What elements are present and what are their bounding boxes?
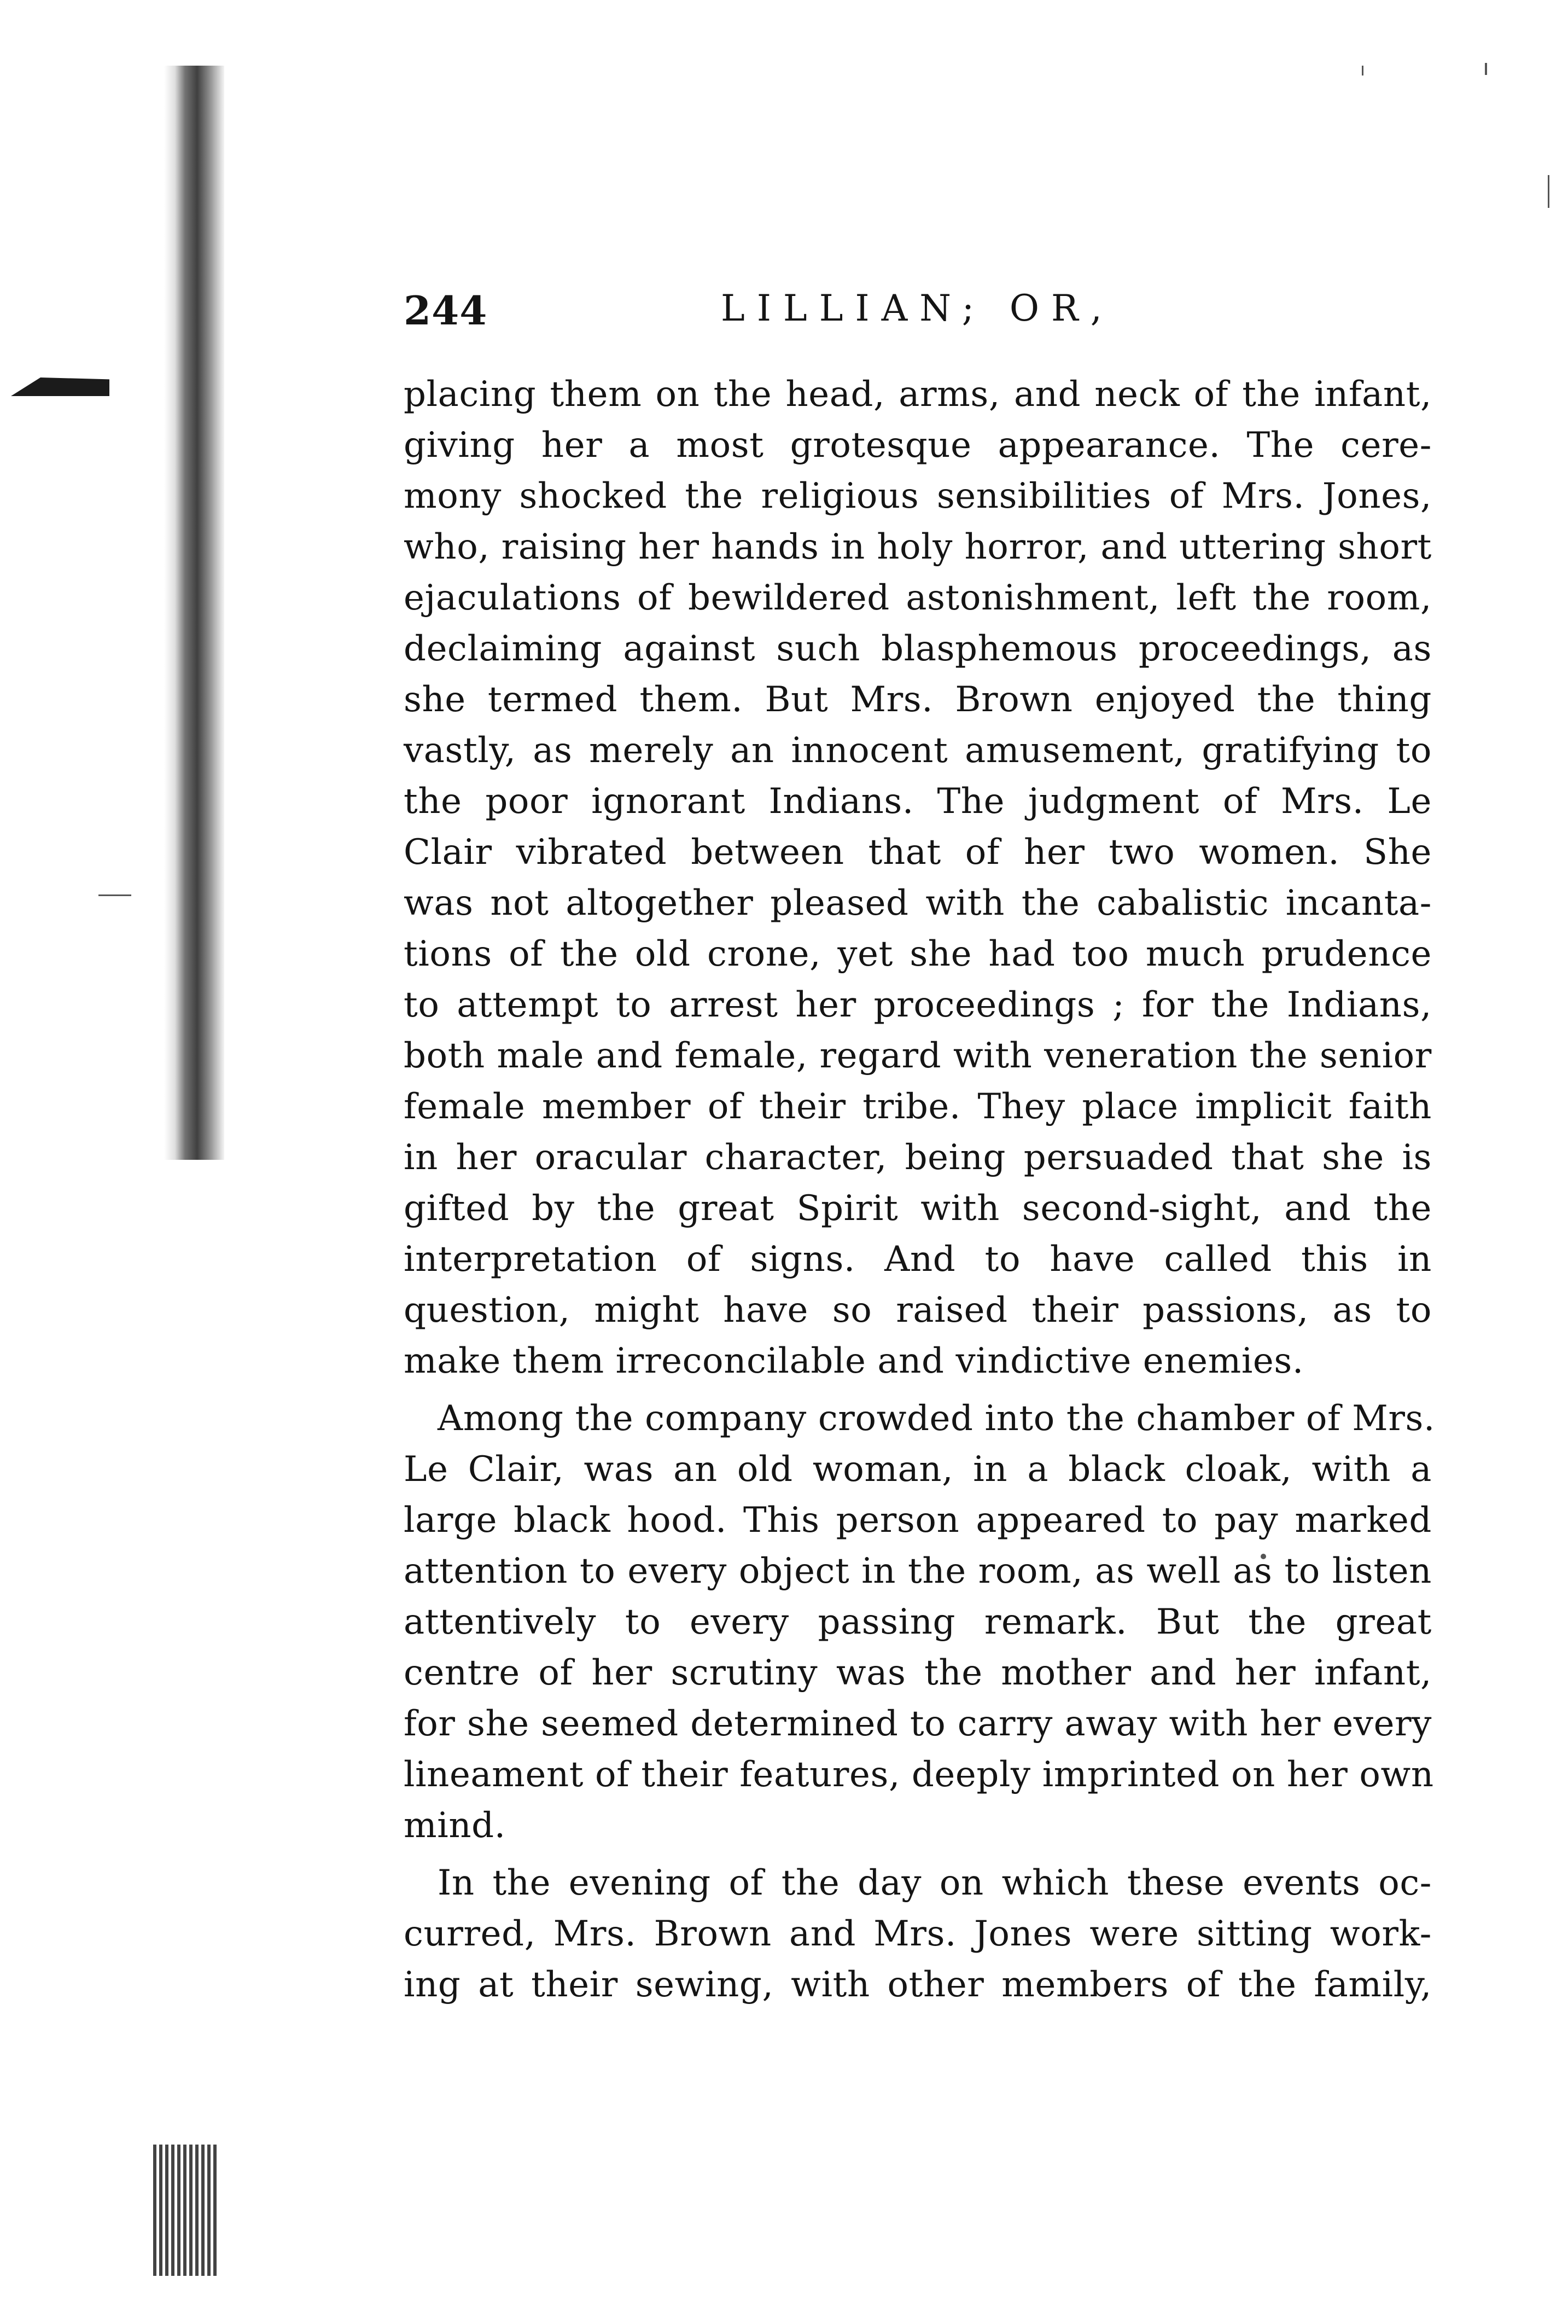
text-line: giving her a most grotesque appearance. The cere- [404,425,1432,466]
text-line: In the evening of the day on which these events oc- [438,1863,1432,1903]
text-line: for she seemed determined to carry away with her every [404,1704,1432,1744]
scan-speck [1485,63,1487,75]
paragraph-3 [404,1858,1432,2011]
page-tab-mark [11,377,109,396]
text-line: who, raising her hands in holy horror, and uttering short [404,527,1432,567]
page-number: 244 [404,287,488,334]
text-line: in her oracular character, being persuaded that she is [404,1137,1432,1178]
text-line: Among the company crowded into the chamber of Mrs. [438,1398,1435,1439]
text-line: tions of the old crone, yet she had too much prudence [404,934,1432,974]
paragraph-1 [404,369,1432,1387]
scan-speck [1548,175,1549,208]
text-line: gifted by the great Spirit with second-sight, and the [404,1188,1432,1229]
text-line: question, might have so raised their passions, as to [404,1290,1432,1331]
paragraph-2 [404,1393,1435,1851]
text-line: female member of their tribe. They place implicit faith [404,1087,1432,1127]
binding-edge-shadow [164,66,224,1160]
text-line: was not altogether pleased with the cabalistic incanta- [404,883,1432,923]
text-line: make them irreconcilable and vindictive enemies. [404,1341,1304,1381]
text-line: centre of her scrutiny was the mother and her infant, [404,1653,1432,1693]
binding-edge-lower [153,2145,219,2276]
text-line: both male and female, regard with veneration the senior [404,1036,1432,1076]
text-line: vastly, as merely an innocent amusement, gratifying to [404,730,1432,771]
scan-speck [1362,66,1363,75]
text-line: Clair vibrated between that of her two women. She [404,832,1432,873]
text-line: Le Clair, was an old woman, in a black cloak, with a [404,1449,1432,1490]
text-line: placing them on the head, arms, and neck of the infant, [404,374,1432,415]
text-line: she termed them. But Mrs. Brown enjoyed the thing [404,679,1432,720]
text-line: mind. [404,1805,506,1846]
text-line: curred, Mrs. Brown and Mrs. Jones were sitting work- [404,1914,1432,1954]
text-line: interpretation of signs. And to have called this in [404,1239,1432,1280]
text-line: lineament of their features, deeply imprinted on her own [404,1754,1434,1795]
page-header [404,287,1432,353]
text-line: to attempt to arrest her proceedings ; for the Indians, [404,985,1432,1025]
running-title: LILLIAN; OR, [721,287,1114,329]
text-line: attention to every object in the room, as well as to listen [404,1551,1432,1591]
text-line: declaiming against such blasphemous proceedings, as [404,629,1432,669]
body-text [404,369,1435,2011]
text-line: large black hood. This person appeared to pay marked [404,1500,1432,1541]
text-line: ing at their sewing, with other members of the family, [404,1965,1432,2005]
text-line: attentively to every passing remark. But the great [404,1602,1432,1642]
scan-speck [98,894,131,896]
text-line: ejaculations of bewildered astonishment, left the room, [404,578,1432,618]
text-line: the poor ignorant Indians. The judgment of Mrs. Le [404,781,1432,822]
text-line: mony shocked the religious sensibilities of Mrs. Jones, [404,476,1432,516]
